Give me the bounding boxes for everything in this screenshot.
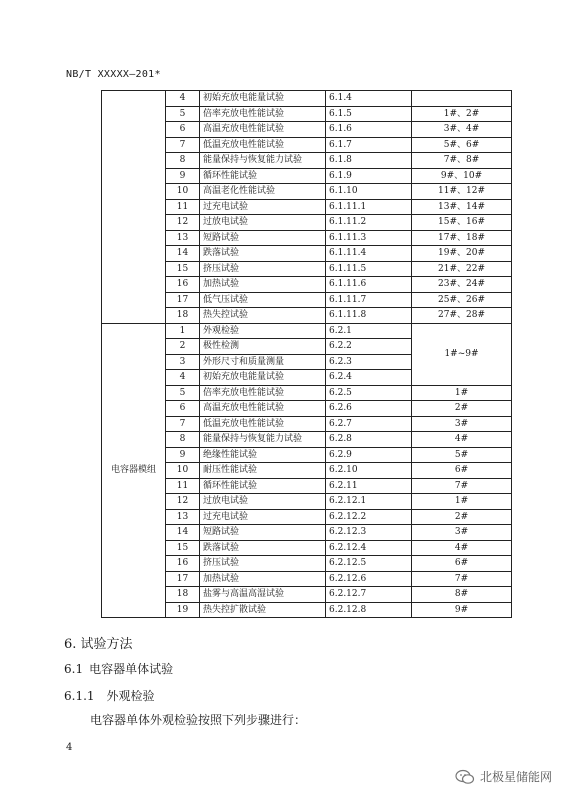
- row-number: 8: [166, 432, 200, 448]
- clause-number: 6.2.3: [326, 354, 412, 370]
- sample-number: 11#、12#: [412, 184, 512, 200]
- sample-number: 17#、18#: [412, 230, 512, 246]
- sample-number: 3#: [412, 525, 512, 541]
- test-item-name: 挤压试验: [200, 556, 326, 572]
- test-item-name: 过充电试验: [200, 199, 326, 215]
- clause-number: 6.1.11.4: [326, 246, 412, 262]
- clause-number: 6.1.4: [326, 91, 412, 107]
- test-item-name: 初始充放电能量试验: [200, 370, 326, 386]
- sample-number: [412, 91, 512, 107]
- test-item-name: 跌落试验: [200, 246, 326, 262]
- test-item-name: 高温充放电性能试验: [200, 122, 326, 138]
- test-item-name: 热失控试验: [200, 308, 326, 324]
- clause-number: 6.2.12.5: [326, 556, 412, 572]
- sample-number: 1#、2#: [412, 106, 512, 122]
- row-number: 5: [166, 106, 200, 122]
- clause-number: 6.1.11.2: [326, 215, 412, 231]
- sample-number: 8#: [412, 587, 512, 603]
- row-number: 13: [166, 230, 200, 246]
- clause-number: 6.2.9: [326, 447, 412, 463]
- row-number: 6: [166, 122, 200, 138]
- document-code: NB/T XXXXX—201*: [66, 69, 161, 80]
- row-number: 4: [166, 370, 200, 386]
- page-number: 4: [66, 742, 73, 753]
- row-number: 12: [166, 494, 200, 510]
- test-item-name: 能量保持与恢复能力试验: [200, 153, 326, 169]
- sample-number: 25#、26#: [412, 292, 512, 308]
- section-number: 6.1: [64, 662, 84, 676]
- clause-number: 6.1.8: [326, 153, 412, 169]
- test-item-name: 低温充放电性能试验: [200, 137, 326, 153]
- row-number: 7: [166, 416, 200, 432]
- test-item-name: 高温老化性能试验: [200, 184, 326, 200]
- sample-number: 7#: [412, 571, 512, 587]
- sample-number: 3#: [412, 416, 512, 432]
- section-6-1-heading: [64, 660, 173, 677]
- test-item-name: 跌落试验: [200, 540, 326, 556]
- sample-number: 6#: [412, 556, 512, 572]
- sample-number-merged: 1#~9#: [412, 323, 512, 385]
- clause-number: 6.1.11.8: [326, 308, 412, 324]
- sample-number: 21#、22#: [412, 261, 512, 277]
- row-number: 9: [166, 447, 200, 463]
- test-item-name: 过放电试验: [200, 494, 326, 510]
- group-cell: [102, 91, 166, 324]
- clause-number: 6.2.12.3: [326, 525, 412, 541]
- test-item-name: 初始充放电能量试验: [200, 91, 326, 107]
- test-item-name: 盐雾与高温高湿试验: [200, 587, 326, 603]
- row-number: 4: [166, 91, 200, 107]
- row-number: 16: [166, 556, 200, 572]
- row-number: 6: [166, 401, 200, 417]
- row-number: 3: [166, 354, 200, 370]
- clause-number: 6.1.11.6: [326, 277, 412, 293]
- clause-number: 6.2.2: [326, 339, 412, 355]
- row-number: 14: [166, 525, 200, 541]
- test-item-name: 低气压试验: [200, 292, 326, 308]
- sample-number: 4#: [412, 540, 512, 556]
- row-number: 9: [166, 168, 200, 184]
- row-number: 11: [166, 478, 200, 494]
- row-number: 12: [166, 215, 200, 231]
- row-number: 7: [166, 137, 200, 153]
- sample-number: 7#: [412, 478, 512, 494]
- test-item-name: 外观检验: [200, 323, 326, 339]
- sample-number: 4#: [412, 432, 512, 448]
- clause-number: 6.2.5: [326, 385, 412, 401]
- watermark: [455, 768, 552, 785]
- sample-number: 6#: [412, 463, 512, 479]
- clause-number: 6.2.11: [326, 478, 412, 494]
- row-number: 13: [166, 509, 200, 525]
- test-item-name: 极性检测: [200, 339, 326, 355]
- sample-number: 27#、28#: [412, 308, 512, 324]
- test-item-name: 倍率充放电性能试验: [200, 385, 326, 401]
- row-number: 2: [166, 339, 200, 355]
- row-number: 17: [166, 292, 200, 308]
- test-item-name: 耐压性能试验: [200, 463, 326, 479]
- sample-number: 13#、14#: [412, 199, 512, 215]
- test-item-name: 加热试验: [200, 571, 326, 587]
- row-number: 15: [166, 261, 200, 277]
- test-item-name: 短路试验: [200, 525, 326, 541]
- clause-number: 6.2.10: [326, 463, 412, 479]
- row-number: 19: [166, 602, 200, 618]
- row-number: 18: [166, 308, 200, 324]
- sample-number: 23#、24#: [412, 277, 512, 293]
- clause-number: 6.1.9: [326, 168, 412, 184]
- test-item-name: 绝缘性能试验: [200, 447, 326, 463]
- clause-number: 6.2.12.8: [326, 602, 412, 618]
- test-item-name: 过充电试验: [200, 509, 326, 525]
- clause-number: 6.1.6: [326, 122, 412, 138]
- clause-number: 6.2.4: [326, 370, 412, 386]
- clause-number: 6.1.11.1: [326, 199, 412, 215]
- clause-number: 6.2.12.2: [326, 509, 412, 525]
- clause-number: 6.2.12.6: [326, 571, 412, 587]
- clause-number: 6.2.6: [326, 401, 412, 417]
- row-number: 5: [166, 385, 200, 401]
- clause-number: 6.1.11.3: [326, 230, 412, 246]
- row-number: 18: [166, 587, 200, 603]
- row-number: 8: [166, 153, 200, 169]
- clause-number: 6.1.5: [326, 106, 412, 122]
- clause-number: 6.1.7: [326, 137, 412, 153]
- section-6-heading: 6. 试验方法: [64, 637, 133, 652]
- clause-number: 6.1.11.7: [326, 292, 412, 308]
- row-number: 10: [166, 184, 200, 200]
- sample-number: 3#、4#: [412, 122, 512, 138]
- row-number: 1: [166, 323, 200, 339]
- clause-number: 6.2.7: [326, 416, 412, 432]
- test-item-name: 挤压试验: [200, 261, 326, 277]
- section-title: 外观检验: [106, 689, 155, 703]
- sample-number: 7#、8#: [412, 153, 512, 169]
- sample-number: 9#、10#: [412, 168, 512, 184]
- sample-number: 2#: [412, 509, 512, 525]
- sample-number: 5#、6#: [412, 137, 512, 153]
- sample-number: 1#: [412, 385, 512, 401]
- wechat-icon: [455, 769, 475, 785]
- test-item-name: 能量保持与恢复能力试验: [200, 432, 326, 448]
- table-row: [102, 91, 512, 107]
- sample-number: 5#: [412, 447, 512, 463]
- sample-number: 1#: [412, 494, 512, 510]
- clause-number: 6.2.12.7: [326, 587, 412, 603]
- section-number: 6.1.1: [64, 689, 95, 703]
- sample-number: 9#: [412, 602, 512, 618]
- row-number: 10: [166, 463, 200, 479]
- clause-number: 6.2.12.4: [326, 540, 412, 556]
- row-number: 16: [166, 277, 200, 293]
- clause-number: 6.1.11.5: [326, 261, 412, 277]
- group-label: 电容器模组: [102, 323, 166, 618]
- section-title: 电容器单体试验: [89, 662, 174, 676]
- test-item-name: 热失控扩散试验: [200, 602, 326, 618]
- clause-number: 6.1.10: [326, 184, 412, 200]
- clause-number: 6.2.8: [326, 432, 412, 448]
- test-item-name: 低温充放电性能试验: [200, 416, 326, 432]
- section-6-1-1-heading: [64, 687, 155, 704]
- test-item-name: 外形尺寸和质量测量: [200, 354, 326, 370]
- test-item-name: 倍率充放电性能试验: [200, 106, 326, 122]
- test-item-name: 短路试验: [200, 230, 326, 246]
- clause-number: 6.2.1: [326, 323, 412, 339]
- test-items-table: [101, 90, 512, 618]
- sample-number: 15#、16#: [412, 215, 512, 231]
- row-number: 17: [166, 571, 200, 587]
- table-row: [102, 323, 512, 339]
- body-paragraph: 电容器单体外观检验按照下列步骤进行：: [90, 713, 307, 727]
- row-number: 15: [166, 540, 200, 556]
- watermark-text: 北极星储能网: [479, 770, 552, 784]
- row-number: 11: [166, 199, 200, 215]
- test-item-name: 加热试验: [200, 277, 326, 293]
- test-item-name: 循环性能试验: [200, 478, 326, 494]
- sample-number: 19#、20#: [412, 246, 512, 262]
- test-item-name: 高温充放电性能试验: [200, 401, 326, 417]
- sample-number: 2#: [412, 401, 512, 417]
- row-number: 14: [166, 246, 200, 262]
- test-item-name: 循环性能试验: [200, 168, 326, 184]
- clause-number: 6.2.12.1: [326, 494, 412, 510]
- test-item-name: 过放电试验: [200, 215, 326, 231]
